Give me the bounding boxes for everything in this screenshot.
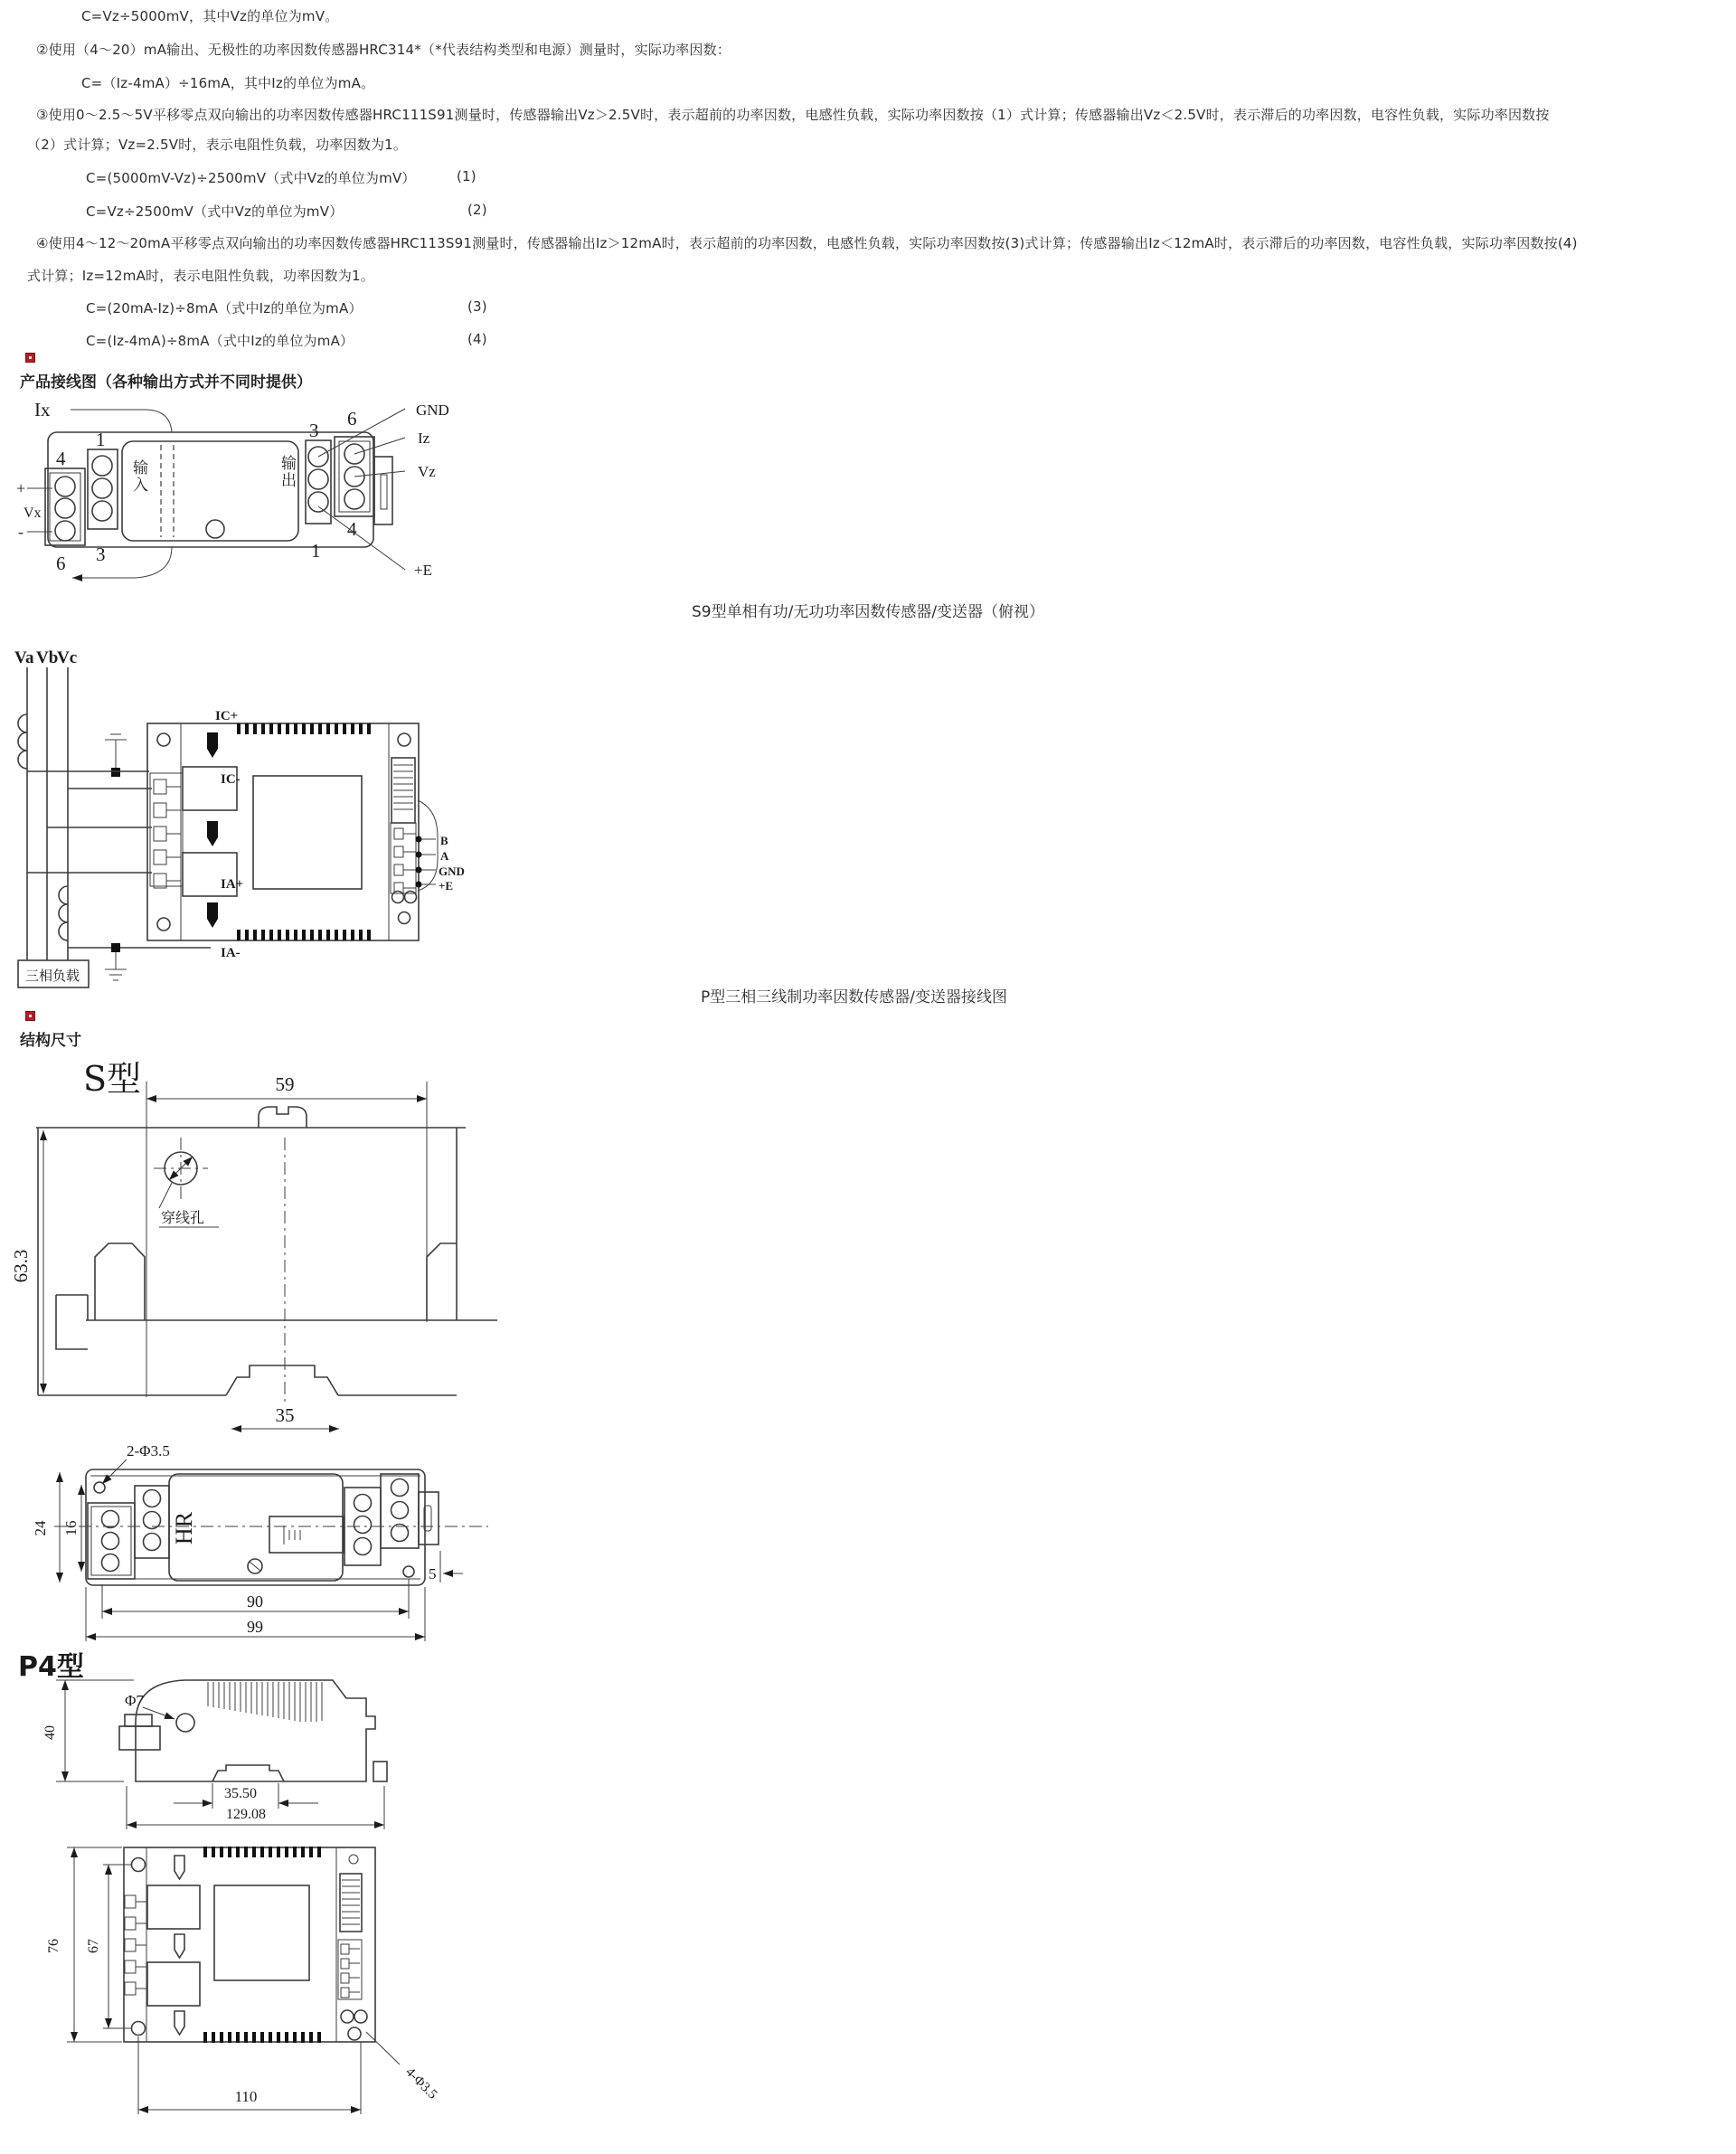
p4-top-height-outer-dim: 76: [46, 1939, 61, 1953]
s9-terminal-6-left: 6: [56, 553, 66, 574]
s9-ix-label: Ix: [34, 399, 51, 420]
p3-b-label: B: [440, 834, 448, 847]
p3-iap-label: IA+: [221, 877, 244, 892]
p4-type-title: P4型: [18, 1651, 84, 1683]
s-top-holes-dim: 2-Φ3.5: [127, 1442, 170, 1460]
formula-3: C=(20mA-Iz)÷8mA（式中Iz的单位为mA）: [86, 300, 363, 316]
s9-terminal-4-right: 4: [347, 518, 357, 540]
p4-side-body: [119, 1680, 387, 1781]
p4-heatsink-fins: [208, 1682, 322, 1722]
s9-output-label: 输出: [278, 455, 296, 489]
s-front-dims: [10, 1073, 427, 1429]
formula-line: C=（Iz-4mA）÷16mA，其中Iz的单位为mA。: [81, 75, 375, 91]
s-type-front-view: [0, 1067, 506, 1447]
paragraph-2: ②使用（4～20）mA输出、无极性的功率因数传感器HRC314*（*代表结构类型和电源）测量时，实际功率因数：: [36, 42, 731, 58]
p4-top-view: [0, 1836, 515, 2143]
s9-terminal-1-left: 1: [96, 429, 106, 450]
p3-pcb: [147, 723, 438, 940]
s9-caption: S9型单相有功/无功功率因数传感器/变送器（俯视）: [692, 603, 1045, 621]
p4-side-view: [0, 1668, 515, 1836]
p4-side-rail-dim: 35.50: [224, 1786, 257, 1801]
s-top-brand-label: HR: [171, 1511, 197, 1545]
p4-top-holes-dim: 4-Φ3.5: [402, 2064, 440, 2102]
p4-top-height-inner-dim: 67: [86, 1939, 101, 1953]
formula-1: C=(5000mV-Vz)÷2500mV（式中Vz的单位为mV）: [86, 170, 416, 186]
p3-gnd-label: GND: [439, 864, 465, 878]
s-front-body: [36, 1107, 497, 1404]
s9-terminal-3-left: 3: [96, 543, 106, 565]
formula-2: C=Vz÷2500mV（式中Vz的单位为mV）: [86, 203, 344, 220]
section-bullet-icon: [25, 353, 35, 363]
p3-a-label: A: [440, 849, 449, 863]
p3-icm-label: IC-: [221, 772, 241, 787]
paragraph-4: ④使用4～12～20mA平移零点双向输出的功率因数传感器HRC113S91测量时，传感器输出Iz＞12mA时，表示超前的功率因数，电感性负载，实际功率因数按(3)式计算；传感器输出Iz＜12mA时，表示滞后的功率因数，电容性负载，实际功率因数按(4): [36, 235, 1578, 251]
s-top-length-inner-dim: 90: [247, 1592, 263, 1611]
s-type-top-view: [0, 1442, 506, 1655]
formula-4: C=(Iz-4mA)÷8mA（式中Iz的单位为mA）: [86, 333, 354, 349]
s-top-length-outer-dim: 99: [247, 1618, 263, 1636]
p4-side-hole-dim: Φ7: [125, 1692, 144, 1709]
paragraph-3: ③使用0～2.5～5V平移零点双向输出的功率因数传感器HRC111S91测量时，传感器输出Vz＞2.5V时，表示超前的功率因数，电感性负载，实际功率因数按（1）式计算；传感器输出Vz＜2.5V时，表示滞后的功率因数，电容性负载，实际功率因数按: [36, 107, 1550, 123]
p3-va-label: Va: [14, 648, 34, 667]
s9-terminal-3-right: 3: [309, 420, 319, 441]
s9-terminal-6-right: 6: [347, 408, 357, 430]
s9-terminal-1-right: 1: [311, 540, 321, 562]
p3-pe-label: +E: [439, 879, 454, 893]
p4-side-height-dim: 40: [42, 1725, 58, 1740]
s9-minus-label: -: [18, 523, 24, 541]
s-front-rail-dim: 35: [275, 1404, 295, 1426]
p4-side-length-dim: 129.08: [226, 1807, 266, 1822]
s9-vz-label: Vz: [418, 463, 436, 480]
s9-vx-label: Vx: [24, 505, 42, 521]
formula-4-num: (4): [467, 331, 487, 347]
p3-vb-label: Vb: [36, 648, 59, 667]
s9-gnd-label: GND: [416, 402, 449, 419]
s9-body: [16, 399, 449, 579]
formula-2-num: (2): [467, 202, 487, 218]
formula-3-num: (3): [467, 298, 487, 315]
p3-icp-label: IC+: [215, 709, 239, 723]
s9-iz-label: Iz: [418, 430, 430, 447]
formula-line: C=Vz÷5000mV，其中Vz的单位为mV。: [81, 8, 339, 24]
s-top-body: [54, 1469, 488, 1585]
s9-pe-label: +E: [414, 562, 432, 579]
section-bullet-icon: [25, 1011, 35, 1021]
s-front-width-dim: 59: [275, 1073, 295, 1095]
paragraph-4-cont: 式计算；Iz=12mA时，表示电阻性负载，功率因数为1。: [27, 268, 374, 284]
p3-vc-label: Vc: [57, 648, 78, 667]
p-type-wiring-diagram: [0, 624, 696, 995]
wiring-section-title: 产品接线图（各种输出方式并不同时提供）: [20, 373, 312, 392]
s9-plus-label: +: [16, 479, 26, 497]
s-type-title: S型: [83, 1059, 142, 1099]
p3-load-label: 三相负载: [25, 969, 80, 984]
s9-terminal-4-left: 4: [56, 448, 66, 469]
structure-section-title: 结构尺寸: [20, 1032, 81, 1050]
s-top-height-inner-dim: 16: [62, 1520, 80, 1536]
p4-top-length-dim: 110: [234, 2088, 258, 2105]
s-top-gap-dim: 5: [429, 1565, 437, 1582]
s-top-height-outer-dim: 24: [32, 1520, 49, 1536]
p4-top-body: [124, 1847, 375, 2042]
p3-iam-label: IA-: [221, 946, 241, 960]
s9-input-label: 输入: [129, 459, 147, 494]
s-front-height-dim: 63.3: [10, 1249, 32, 1283]
paragraph-3-cont: （2）式计算；Vz=2.5V时，表示电阻性负载，功率因数为1。: [27, 137, 408, 153]
s-front-hole-label: 穿线孔: [161, 1211, 205, 1226]
formula-1-num: (1): [457, 168, 476, 184]
p3-caption: P型三相三线制功率因数传感器/变送器接线图: [701, 988, 1007, 1006]
s9-wiring-diagram: [0, 384, 633, 597]
